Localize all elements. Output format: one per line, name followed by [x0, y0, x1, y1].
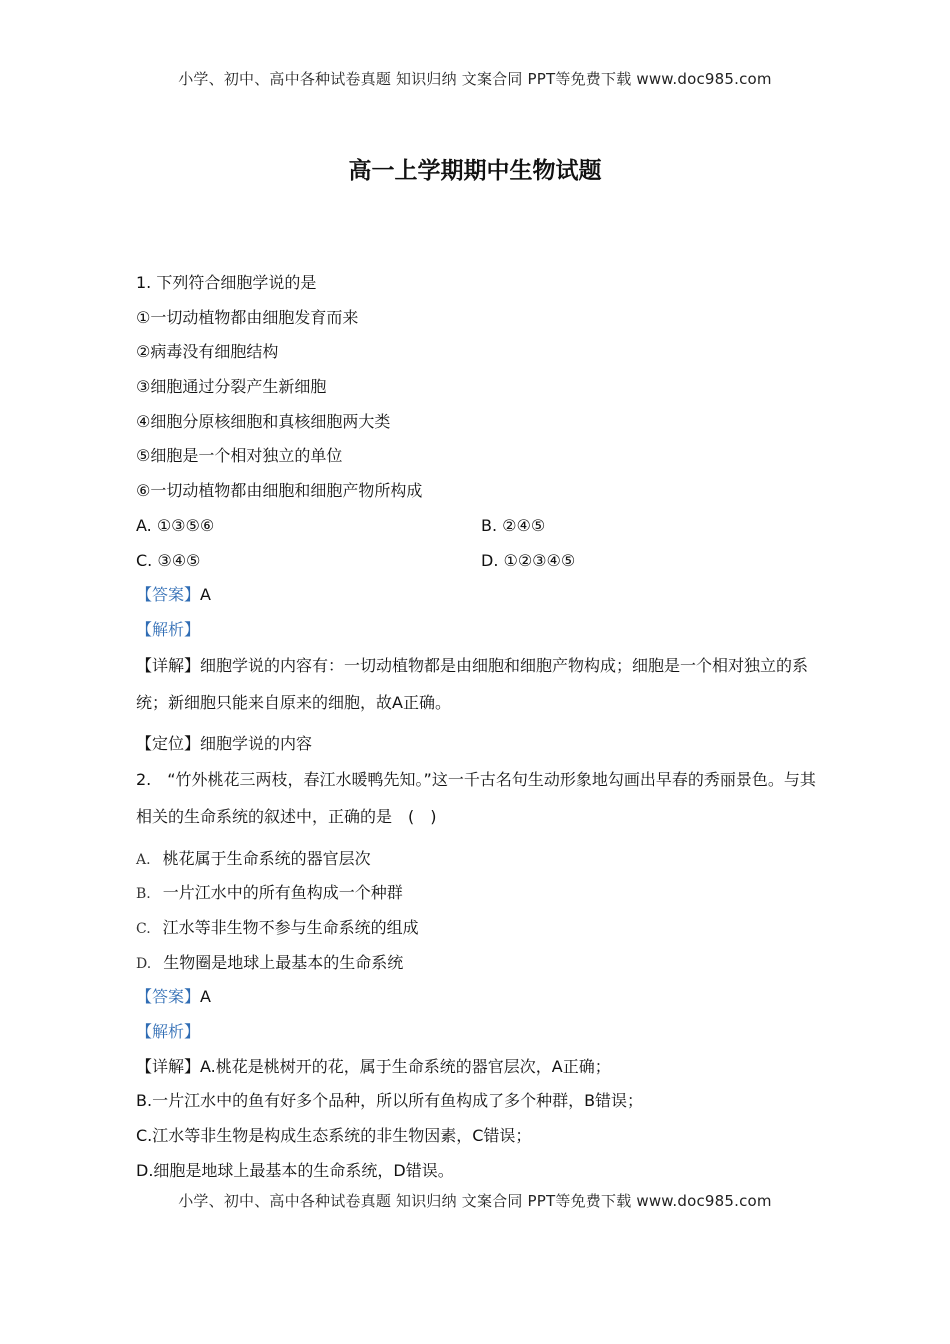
q1-item-2: ②病毒没有细胞结构 — [136, 342, 279, 362]
option-text: 生物圈是地球上最基本的生命系统 — [163, 952, 404, 972]
q1-item-6: ⑥一切动植物都由细胞和细胞产物所构成 — [136, 481, 423, 501]
q1-item-5: ⑤细胞是一个相对独立的单位 — [136, 446, 343, 466]
q1-option-d: D. ①②③④⑤ — [481, 550, 576, 570]
q1-item-3: ③细胞通过分裂产生新细胞 — [136, 377, 327, 397]
option-text: 桃花属于生命系统的器官层次 — [162, 848, 371, 868]
q1-stem: 1. 下列符合细胞学说的是 — [136, 273, 317, 292]
q2-option-c — [136, 917, 826, 952]
footer-banner: 小学、初中、高中各种试卷真题 知识归纳 文案合同 PPT等免费下载 www.doc985.com — [178, 1192, 772, 1210]
q1-locate: 【定位】细胞学说的内容 — [136, 734, 313, 754]
q2-option-b — [136, 882, 826, 917]
q1-option-a: A. ①③⑤⑥ — [136, 515, 215, 535]
q1-option-b: B. ②④⑤ — [481, 515, 546, 535]
answer-tag: 【答案】 — [136, 987, 201, 1007]
analysis-tag: 【解析】 — [136, 619, 201, 639]
header-banner: 小学、初中、高中各种试卷真题 知识归纳 文案合同 PPT等免费下载 www.doc985.com — [178, 70, 772, 88]
option-letter: A. — [136, 851, 151, 868]
q1-item-4: ④细胞分原核细胞和真核细胞两大类 — [136, 411, 391, 431]
question-content — [136, 272, 826, 1195]
analysis-tag: 【解析】 — [136, 1022, 201, 1042]
q2-detail-line-1: 【详解】A.桃花是桃树开的花，属于生命系统的器官层次，A正确； — [136, 1056, 611, 1076]
option-letter: D. — [136, 955, 152, 972]
q1-answer — [136, 584, 826, 619]
answer-value: A — [200, 585, 211, 605]
option-text: 江水等非生物不参与生命系统的组成 — [162, 918, 419, 937]
q1-options-row-1 — [136, 515, 826, 550]
q2-detail-line-4: D.细胞是地球上最基本的生命系统，D错误。 — [136, 1160, 454, 1180]
q1-item-1: ①一切动植物都由细胞发育而来 — [136, 307, 359, 327]
q1-option-c: C. ③④⑤ — [136, 550, 201, 570]
option-letter: B. — [136, 886, 151, 903]
page-title: 高一上学期期中生物试题 — [348, 158, 602, 184]
option-letter: C. — [136, 921, 151, 937]
q2-option-a — [136, 848, 826, 883]
q2-option-d — [136, 952, 826, 987]
q2-detail-line-2: B.一片江水中的鱼有好多个品种，所以所有鱼构成了多个种群，B错误； — [136, 1091, 644, 1111]
q2-analysis — [136, 1021, 826, 1056]
q1-detail: 【详解】细胞学说的内容有：一切动植物都是由细胞和细胞产物构成；细胞是一个相对独立的系统；新细胞只能来自原来的细胞，故A正确。 — [136, 655, 809, 712]
q2-answer — [136, 986, 826, 1021]
q1-options-row-2 — [136, 550, 826, 585]
answer-value: A — [200, 987, 211, 1007]
q2-stem: 2. “竹外桃花三两枝，春江水暖鸭先知。”这一千古名句生动形象地勾画出早春的秀丽景色。与其相关的生命系统的叙述中，正确的是 ( ) — [136, 769, 816, 826]
option-text: 一片江水中的所有鱼构成一个种群 — [162, 883, 403, 903]
q2-detail-line-3: C.江水等非生物是构成生态系统的非生物因素，C错误； — [136, 1126, 532, 1146]
answer-tag: 【答案】 — [136, 585, 201, 605]
